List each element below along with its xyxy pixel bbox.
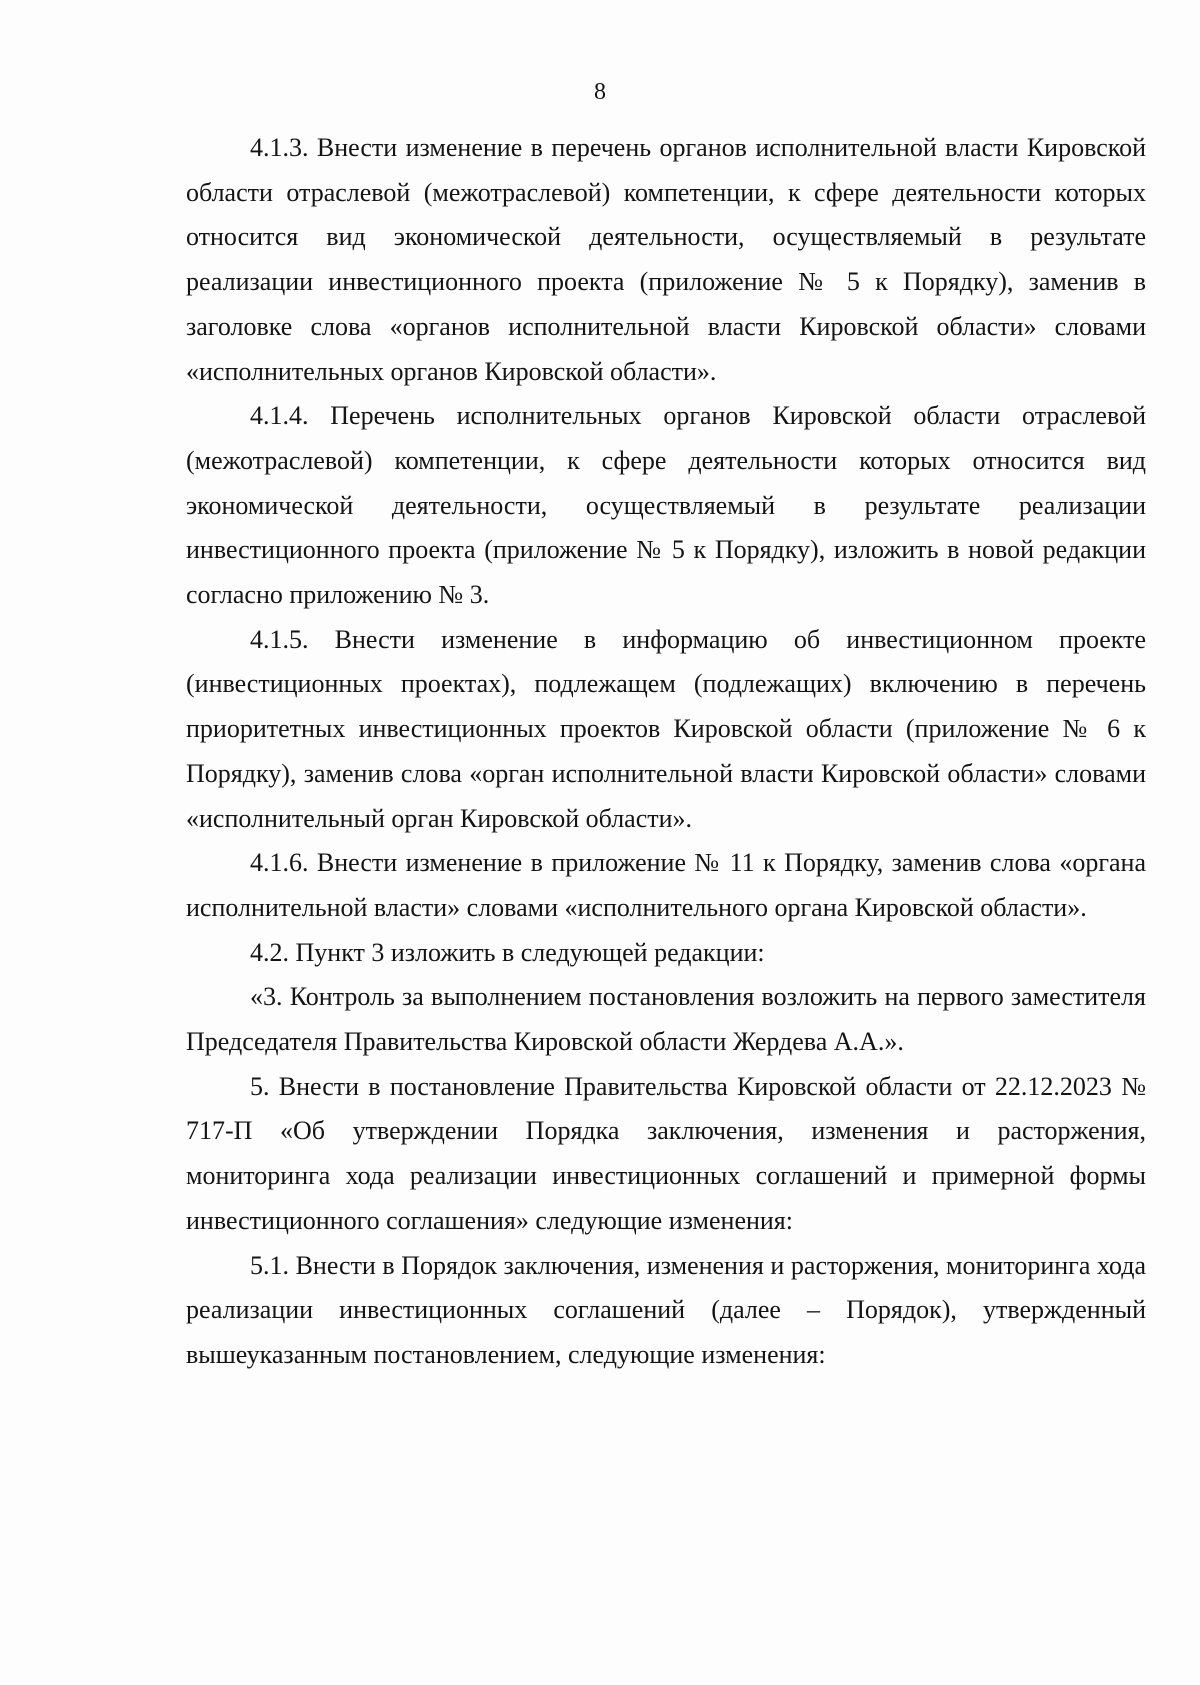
paragraph-quoted-item-3: «3. Контроль за выполнением постановления возложить на первого заместителя Председателя Правительства Кировской области Жердева А.А.». <box>186 982 1146 1057</box>
document-body <box>186 126 1146 1378</box>
paragraph-4-1-5: 4.1.5. Внести изменение в информацию об инвестиционном проекте (инвестиционных проектах), подлежащем (подлежащих) включению в перечень приоритетных инвестиционных проектов Кировской области (приложение № 6 к Порядку), заменив слова «орган исполнительной власти Кировской области» словами «исполнительный орган Кировской области». <box>186 624 1146 833</box>
paragraph-4-1-6: 4.1.6. Внести изменение в приложение № 11 к Порядку, заменив слова «органа исполнительной власти» словами «исполнительного органа Кировской области». <box>186 848 1146 922</box>
paragraph-5-1: 5.1. Внести в Порядок заключения, изменения и расторжения, мониторинга хода реализации инвестиционных соглашений (далее – Порядок), утвержденный вышеуказанным постановлением, следующие изменения: <box>186 1250 1146 1369</box>
paragraph-4-2: 4.2. Пункт 3 изложить в следующей редакции: <box>250 937 765 967</box>
paragraph-4-1-4: 4.1.4. Перечень исполнительных органов Кировской области отраслевой (межотраслевой) компетенции, к сфере деятельности которых относится вид экономической деятельности, осуществляемый в результате реализации инвестиционного проекта (приложение № 5 к Порядку), изложить в новой редакции согласно приложению № 3. <box>186 401 1146 610</box>
paragraph-5: 5. Внести в постановление Правительства Кировской области от 22.12.2023 № 717-П «Об утверждении Порядка заключения, изменения и расторжения, мониторинга хода реализации инвестиционных соглашений и примерной формы инвестиционного соглашения» следующие изменения: <box>186 1071 1146 1235</box>
page-number: 8 <box>594 79 606 105</box>
paragraph-4-1-3: 4.1.3. Внести изменение в перечень органов исполнительной власти Кировской области отраслевой (межотраслевой) компетенции, к сфере деятельности которых относится вид экономической деятельности, осуществляемый в результате реализации инвестиционного проекта (приложение № 5 к Порядку), заменив в заголовке слова «органов исполнительной власти Кировской области» словами «исполнительных органов Кировской области». <box>186 133 1146 386</box>
